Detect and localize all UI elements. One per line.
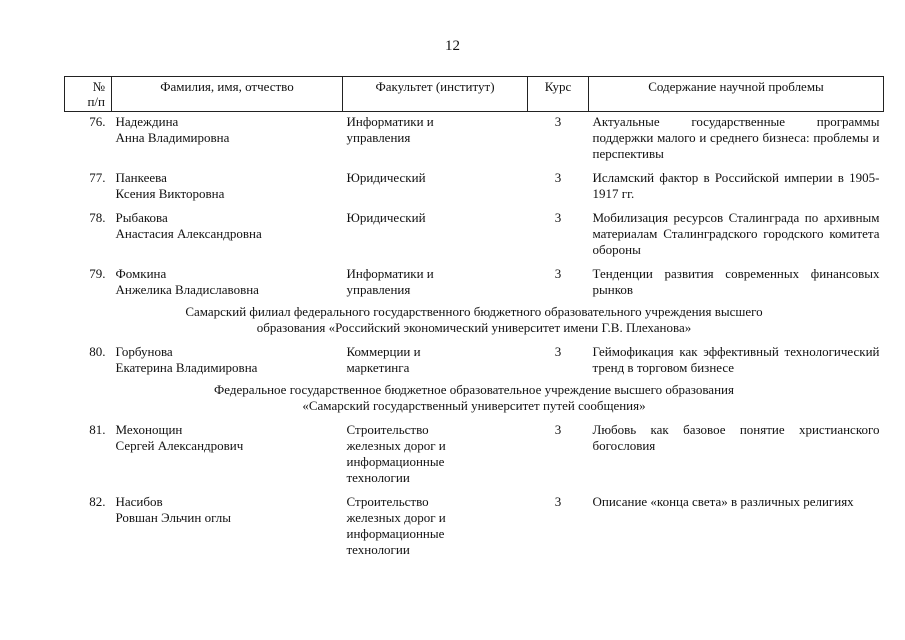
table-row: [65, 168, 884, 208]
student-name: [112, 168, 343, 208]
faculty-line: Юридический: [346, 170, 426, 185]
course: 3: [554, 344, 562, 359]
faculty-line: Информатики и: [346, 266, 434, 281]
student-given-name: Сергей Александрович: [115, 438, 244, 453]
student-surname: Мехонощин: [115, 422, 183, 437]
faculty: [343, 264, 528, 304]
faculty-line: Строительство: [346, 422, 429, 437]
header-faculty: Факультет (институт): [343, 77, 528, 112]
student-given-name: Екатерина Владимировна: [115, 360, 258, 375]
faculty-line: Информатики и: [346, 114, 434, 129]
organization-heading-row: [65, 382, 884, 420]
course: 3: [554, 266, 562, 281]
faculty-line: управления: [346, 282, 411, 297]
student-given-name: Анна Владимировна: [115, 130, 230, 145]
student-name: [112, 112, 343, 169]
faculty: [343, 112, 528, 169]
row-number: 77.: [89, 170, 106, 185]
faculty-line: информационные: [346, 454, 445, 469]
students-table: [64, 76, 884, 564]
faculty-line: железных дорог и: [346, 438, 446, 453]
research-topic: Описание «конца света» в различных религиях: [592, 494, 854, 509]
student-surname: Рыбакова: [115, 210, 168, 225]
table-row: [65, 264, 884, 304]
page-number: 12: [445, 38, 460, 54]
research-topic: Тенденции развития современных финансовых рынков: [592, 266, 880, 297]
faculty-line: Юридический: [346, 210, 426, 225]
faculty: [343, 492, 528, 564]
student-surname: Насибов: [115, 494, 163, 509]
organization-heading-line: образования «Российский экономический университет имени Г.В. Плеханова»: [256, 320, 692, 335]
research-topic: Актуальные государственные программы поддержки малого и среднего бизнеса: проблемы и перспективы: [592, 114, 880, 161]
table-row: [65, 492, 884, 564]
row-number: 79.: [89, 266, 106, 281]
student-given-name: Ксения Викторовна: [115, 186, 225, 201]
header-topic: Содержание научной проблемы: [589, 77, 884, 112]
course: 3: [554, 494, 562, 509]
header-number: [65, 77, 112, 112]
student-surname: Панкеева: [115, 170, 167, 185]
student-given-name: Анжелика Владиславовна: [115, 282, 259, 297]
student-name: [112, 492, 343, 564]
organization-heading-line: Федеральное государственное бюджетное образовательное учреждение высшего образования: [214, 382, 734, 397]
table-row: [65, 208, 884, 264]
table-row: [65, 420, 884, 492]
row-number: 81.: [89, 422, 106, 437]
faculty-line: Коммерции и: [346, 344, 421, 359]
header-name: Фамилия, имя, отчество: [112, 77, 343, 112]
header-course: Курс: [528, 77, 589, 112]
student-name: [112, 420, 343, 492]
organization-heading: [65, 304, 884, 342]
faculty-line: Строительство: [346, 494, 429, 509]
row-number: 82.: [89, 494, 106, 509]
table-row: [65, 342, 884, 382]
faculty-line: технологии: [346, 470, 410, 485]
table-header-row: [65, 77, 884, 112]
student-given-name: Ровшан Эльчин оглы: [115, 510, 231, 525]
course: 3: [554, 114, 562, 129]
faculty: [343, 420, 528, 492]
organization-heading-line: «Самарский государственный университет путей сообщения»: [302, 398, 646, 413]
organization-heading-line: Самарский филиал федерального государственного бюджетного образовательного учреждения высшего: [185, 304, 763, 319]
table-row: [65, 112, 884, 169]
organization-heading-row: [65, 304, 884, 342]
faculty-line: информационные: [346, 526, 445, 541]
course: 3: [554, 422, 562, 437]
student-name: [112, 342, 343, 382]
faculty: [343, 168, 528, 208]
row-number: 76.: [89, 114, 106, 129]
row-number: 78.: [89, 210, 106, 225]
header-number-abbr: п/п: [87, 94, 105, 109]
header-number-symbol: №: [92, 79, 105, 94]
student-name: [112, 208, 343, 264]
faculty-line: управления: [346, 130, 411, 145]
student-surname: Фомкина: [115, 266, 167, 281]
student-surname: Надеждина: [115, 114, 179, 129]
research-topic: Любовь как базовое понятие христианского богословия: [592, 422, 880, 453]
research-topic: Исламский фактор в Российской империи в 1905-1917 гг.: [592, 170, 880, 201]
course: 3: [554, 210, 562, 225]
organization-heading: [65, 382, 884, 420]
research-topic: Мобилизация ресурсов Сталинграда по архивным материалам Сталинградского городского комитета обороны: [592, 210, 880, 257]
student-given-name: Анастасия Александровна: [115, 226, 262, 241]
student-name: [112, 264, 343, 304]
course: 3: [554, 170, 562, 185]
student-surname: Горбунова: [115, 344, 173, 359]
faculty: [343, 342, 528, 382]
row-number: 80.: [89, 344, 106, 359]
faculty-line: маркетинга: [346, 360, 410, 375]
faculty-line: технологии: [346, 542, 410, 557]
research-topic: Геймофикация как эффективный технологический тренд в торговом бизнесе: [592, 344, 880, 375]
faculty: [343, 208, 528, 264]
faculty-line: железных дорог и: [346, 510, 446, 525]
